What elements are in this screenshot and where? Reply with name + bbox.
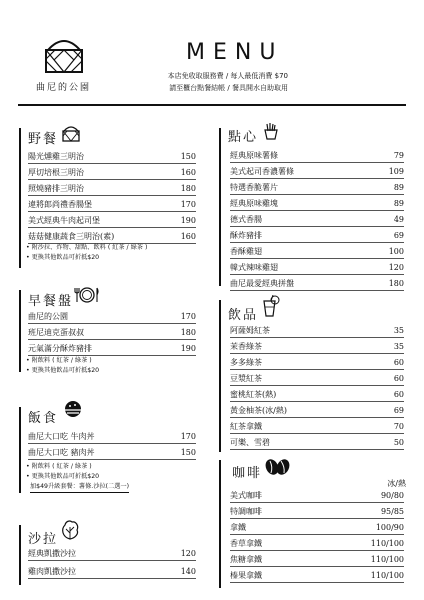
menu-item-price: 69	[393, 231, 404, 240]
menu-item-row	[230, 355, 404, 370]
menu-item-underline	[28, 578, 196, 579]
menu-item-name: 曲尼最愛經典拼盤	[230, 279, 294, 288]
menu-item-name: 茉香綠茶	[230, 342, 262, 351]
menu-item-price: 110/100	[370, 539, 404, 548]
section-title-picnic: 野餐	[28, 132, 59, 147]
section-title-coffee: 咖啡	[232, 466, 263, 481]
menu-item-name: 厚切培根三明治	[28, 168, 84, 177]
menu-item-row	[28, 213, 196, 228]
section-bar	[219, 128, 221, 286]
menu-item-name: 阿薩姆紅茶	[230, 326, 270, 335]
menu-item-name: 香酥雞翅	[230, 247, 262, 256]
menu-item-row	[230, 180, 404, 195]
menu-item-price: 60	[393, 358, 404, 367]
menu-item-row	[230, 387, 404, 402]
menu-item-name: 可樂、雪碧	[230, 438, 270, 447]
menu-item-row	[230, 244, 404, 259]
menu-item-underline	[230, 449, 404, 450]
menu-item-price: 95/85	[380, 507, 404, 516]
section-bar	[19, 407, 21, 493]
menu-item-price: 60	[393, 374, 404, 383]
menu-item-row	[28, 429, 196, 444]
menu-item-underline	[28, 560, 196, 561]
menu-item-row	[28, 197, 196, 212]
menu-item-name: 照燒豬排三明治	[28, 184, 84, 193]
menu-item-underline	[230, 401, 404, 402]
menu-item-name: 紅茶拿鐵	[230, 422, 262, 431]
section-bar	[219, 300, 221, 452]
section-title-salad: 沙拉	[28, 532, 59, 547]
menu-item-row	[230, 196, 404, 211]
menu-item-row	[28, 181, 196, 196]
menu-item-row	[28, 341, 196, 356]
menu-item-price: 170	[180, 312, 196, 321]
menu-item-underline	[230, 433, 404, 434]
section-bar	[19, 128, 21, 268]
menu-item-underline	[28, 443, 196, 444]
section-title-brunch: 早餐盤	[28, 294, 74, 309]
rice-note-1: • 附飲料 ( 紅茶 / 綠茶 )	[26, 463, 92, 470]
menu-item-name: 榛果拿鐵	[230, 571, 262, 580]
menu-item-price: 90/80	[380, 491, 404, 500]
menu-item-underline	[230, 566, 404, 567]
menu-item-underline	[230, 242, 404, 243]
menu-item-name: 曲尼的公園	[28, 312, 68, 321]
menu-item-underline	[230, 582, 404, 583]
menu-item-name: 陽光燻雞三明治	[28, 152, 84, 161]
menu-item-row	[28, 149, 196, 164]
menu-item-price: 60	[393, 390, 404, 399]
menu-item-underline	[28, 459, 196, 460]
menu-item-underline	[230, 194, 404, 195]
menu-item-underline	[230, 353, 404, 354]
rice-bowl-icon	[62, 400, 84, 420]
menu-item-underline	[28, 211, 196, 212]
menu-item-price: 100/90	[375, 523, 404, 532]
menu-item-row	[230, 568, 404, 583]
menu-item-name: 焦糖拿鐵	[230, 555, 262, 564]
menu-item-price: 160	[180, 232, 196, 241]
menu-item-row	[28, 445, 196, 460]
menu-item-name: 特選香脆薯片	[230, 183, 278, 192]
menu-item-underline	[28, 163, 196, 164]
menu-item-row	[230, 520, 404, 535]
menu-item-row	[230, 212, 404, 227]
menu-item-underline	[230, 258, 404, 259]
menu-item-underline	[230, 369, 404, 370]
menu-item-name: 經典凱撒沙拉	[28, 549, 76, 558]
menu-item-underline	[230, 274, 404, 275]
fries-icon	[264, 122, 278, 140]
header-divider	[18, 104, 406, 106]
logo-text: 曲尼的公園	[36, 83, 92, 93]
menu-item-price: 109	[388, 167, 404, 176]
menu-item-price: 49	[393, 215, 404, 224]
picnic-note-1: • 附沙拉、炸物、甜點、飲料 ( 紅茶 / 綠茶 )	[26, 244, 148, 251]
menu-item-underline	[28, 227, 196, 228]
menu-item-price: 110/100	[370, 555, 404, 564]
menu-item-row	[230, 148, 404, 163]
menu-item-underline	[28, 339, 196, 340]
menu-item-name: 蜜桃紅茶(熱)	[230, 390, 277, 399]
menu-item-row	[28, 229, 196, 244]
menu-item-name: 曲尼大口吃 豬肉丼	[28, 448, 95, 457]
menu-item-name: 美式咖啡	[230, 491, 262, 500]
menu-item-name: 元氣滿分酥炸豬排	[28, 344, 92, 353]
menu-item-underline	[230, 417, 404, 418]
menu-item-price: 100	[388, 247, 404, 256]
menu-item-row	[230, 488, 404, 503]
menu-item-name: 曲尼大口吃 牛肉丼	[28, 432, 95, 441]
menu-item-price: 69	[393, 406, 404, 415]
brunch-note-2: • 更換其他飲品可折抵$20	[26, 367, 100, 374]
menu-item-row	[230, 536, 404, 551]
menu-item-name: 雞肉凱撒沙拉	[28, 567, 76, 576]
menu-item-row	[230, 419, 404, 434]
menu-item-name: 菇菇健康蔬食三明治(素)	[28, 232, 115, 241]
menu-item-price: 150	[180, 152, 196, 161]
menu-item-price: 170	[180, 200, 196, 209]
menu-item-name: 經典原味薯條	[230, 151, 278, 160]
picnic-basket-logo-icon	[44, 38, 84, 74]
menu-item-name: 經典原味雞塊	[230, 199, 278, 208]
menu-item-name: 黃金柚茶(冰/熱)	[230, 406, 287, 415]
menu-item-price: 140	[180, 567, 196, 576]
drink-cup-icon	[262, 295, 280, 317]
menu-item-price: 50	[393, 438, 404, 447]
menu-item-row	[230, 371, 404, 386]
menu-item-underline	[28, 179, 196, 180]
basket-icon	[61, 125, 81, 143]
menu-item-underline	[230, 178, 404, 179]
menu-item-price: 180	[180, 328, 196, 337]
menu-item-row	[230, 504, 404, 519]
menu-item-row	[28, 165, 196, 180]
menu-item-price: 89	[393, 199, 404, 208]
section-title-rice: 飯食	[28, 411, 59, 426]
coffee-price-header: 冰/熱	[387, 479, 406, 488]
service-note: 本店免收取服務費 / 每人最低消費 $70	[167, 72, 288, 80]
menu-item-underline	[230, 337, 404, 338]
menu-item-row	[230, 403, 404, 418]
menu-item-price: 120	[388, 263, 404, 272]
menu-item-name: 班尼迪克蛋叔叔	[28, 328, 84, 337]
menu-item-underline	[230, 385, 404, 386]
menu-item-row	[28, 564, 196, 579]
menu-item-underline	[230, 502, 404, 503]
menu-item-row	[28, 325, 196, 340]
menu-item-row	[230, 552, 404, 567]
menu-item-name: 特調咖啡	[230, 507, 262, 516]
section-bar	[219, 460, 221, 588]
menu-item-price: 79	[393, 151, 404, 160]
menu-item-price: 160	[180, 168, 196, 177]
menu-item-name: 違將郎尚禮香腸堡	[28, 200, 92, 209]
menu-item-price: 35	[393, 326, 404, 335]
picnic-note-2: • 更換其他飲品可折抵$20	[26, 254, 100, 261]
menu-item-price: 70	[393, 422, 404, 431]
menu-item-underline	[28, 323, 196, 324]
menu-item-price: 180	[388, 279, 404, 288]
menu-item-price: 150	[180, 448, 196, 457]
section-bar	[19, 525, 21, 585]
section-bar	[19, 290, 21, 372]
menu-item-row	[28, 309, 196, 324]
menu-item-price: 170	[180, 432, 196, 441]
menu-item-name: 德式香腸	[230, 215, 262, 224]
menu-item-name: 多多綠茶	[230, 358, 262, 367]
menu-item-price: 110/100	[370, 571, 404, 580]
menu-item-price: 180	[180, 184, 196, 193]
menu-item-row	[28, 546, 196, 561]
menu-item-underline	[230, 290, 404, 291]
plate-cutlery-icon	[74, 286, 100, 304]
menu-item-underline	[230, 550, 404, 551]
menu-item-price: 89	[393, 183, 404, 192]
rice-note-2: • 更換其他飲品可折抵$20	[26, 473, 100, 480]
menu-item-price: 190	[180, 216, 196, 225]
brunch-note-1: • 附飲料 ( 紅茶 / 綠茶 )	[26, 357, 92, 364]
section-title-snacks: 點心	[228, 130, 259, 145]
menu-item-price: 120	[180, 549, 196, 558]
menu-item-name: 美式經典牛肉起司堡	[28, 216, 100, 225]
order-note: 請至櫃台點餐結帳 / 餐具開水自助取用	[169, 84, 288, 92]
menu-item-name: 美式起司香濃薯條	[230, 167, 294, 176]
rice-upgrade-note: 加$49升級套餐：薯條.沙拉(二選一)	[30, 482, 129, 493]
menu-item-name: 豆漿紅茶	[230, 374, 262, 383]
menu-item-row	[230, 228, 404, 243]
menu-item-price: 35	[393, 342, 404, 351]
menu-item-underline	[230, 162, 404, 163]
menu-item-price: 190	[180, 344, 196, 353]
menu-item-row	[230, 260, 404, 275]
menu-title: MENU	[186, 40, 284, 65]
menu-item-underline	[230, 518, 404, 519]
menu-item-underline	[230, 210, 404, 211]
menu-item-name: 酥炸豬排	[230, 231, 262, 240]
menu-item-name: 拿鐵	[230, 523, 246, 532]
menu-item-row	[230, 435, 404, 450]
menu-item-name: 香草拿鐵	[230, 539, 262, 548]
menu-item-underline	[230, 226, 404, 227]
menu-item-underline	[230, 534, 404, 535]
lettuce-icon	[60, 519, 80, 541]
menu-item-underline	[28, 195, 196, 196]
menu-item-name: 韓式辣味雞翅	[230, 263, 278, 272]
menu-item-row	[230, 164, 404, 179]
menu-item-row	[230, 323, 404, 338]
coffee-beans-icon	[264, 458, 290, 476]
section-title-drinks: 飲品	[228, 308, 259, 323]
menu-item-row	[230, 339, 404, 354]
menu-item-row	[230, 276, 404, 291]
